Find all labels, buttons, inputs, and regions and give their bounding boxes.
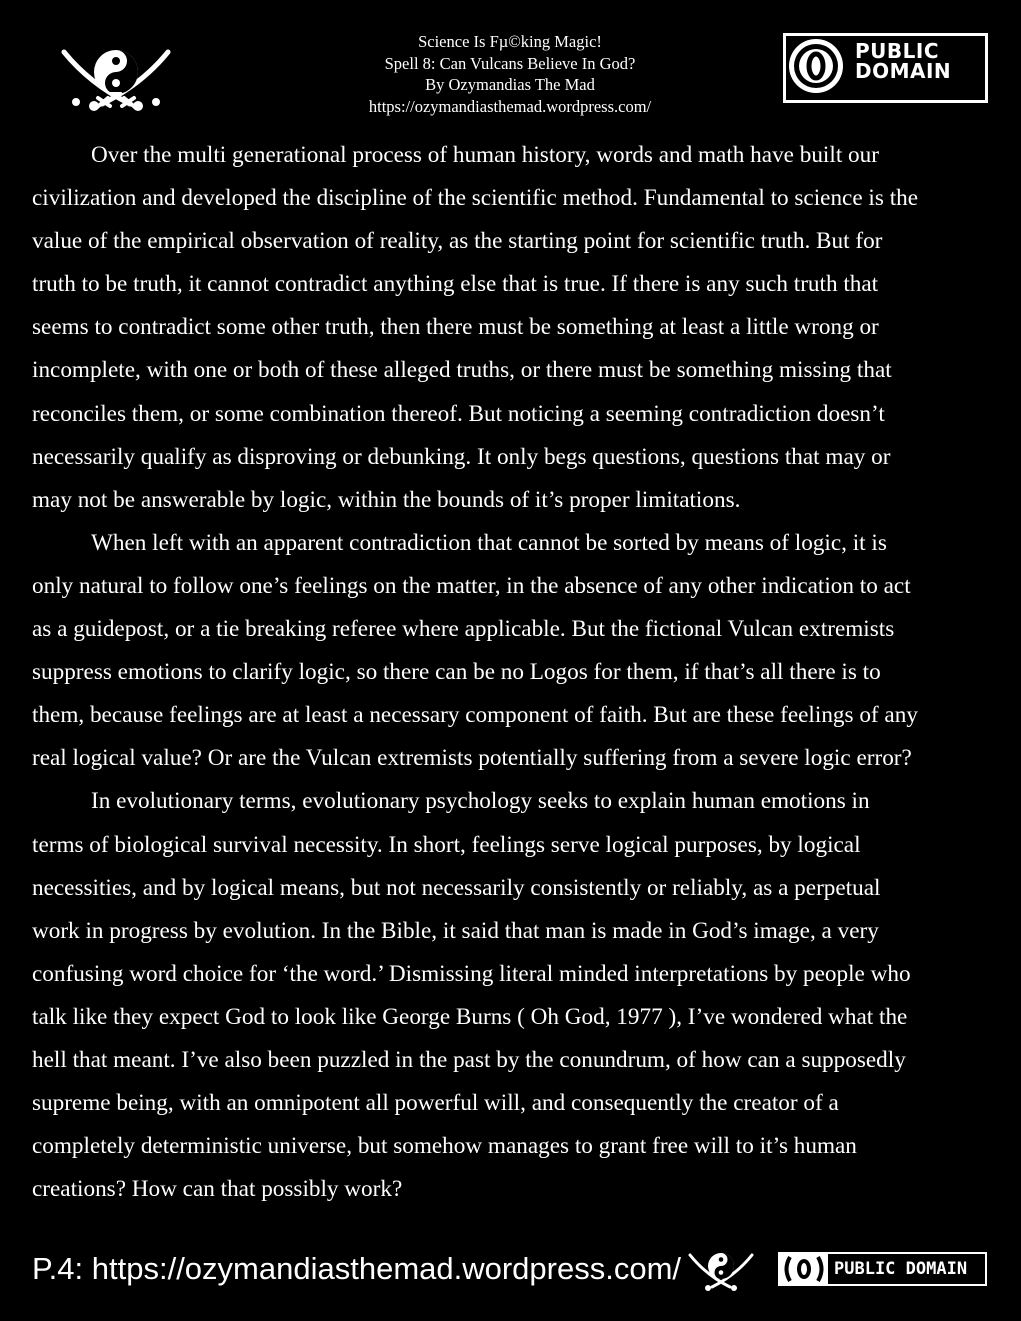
footer-public-domain-icon [780,1254,828,1284]
paragraph-line: confusing word choice for ‘the word.’ Dismissing literal minded interpretations by people who [32,960,911,987]
paragraph-line: terms of biological survival necessity. In short, feelings serve logical purposes, by logical [32,831,861,858]
paragraph-line: truth to be truth, it cannot contradict anything else that is true. If there is any such truth that [32,271,879,298]
paragraph-line: In evolutionary terms, evolutionary psychology seeks to explain human emotions in [91,788,870,815]
public-domain-label: PUBLIC DOMAIN [855,39,952,83]
paragraph-line: work in progress by evolution. In the Bible, it said that man is made in God’s image, a very [32,917,879,944]
paragraph-line: supreme being, with an omnipotent all powerful will, and consequently the creator of a [32,1090,839,1117]
yin-yang-pirate-logo-icon [60,44,172,116]
paragraph-line: When left with an apparent contradiction that cannot be sorted by means of logic, it is [91,529,887,556]
paragraph-line: suppress emotions to clarify logic, so there can be no Logos for them, if that’s all there is to [32,659,881,686]
paragraph-line: them, because feelings are at least a necessary component of faith. But are these feelings of any [32,702,918,729]
paragraph-line: value of the empirical observation of reality, as the starting point for scientific truth. But for [32,228,883,255]
paragraph-line: hell that meant. I’ve also been puzzled in the past by the conundrum, of how can a supposedly [32,1046,906,1073]
paragraph-line: civilization and developed the discipline of the scientific method. Fundamental to science is the [32,185,919,212]
paragraph-line: seems to contradict some other truth, then there must be something at least a little wrong or [32,314,879,341]
paragraph-line: necessarily qualify as disproving or debunking. It only begs questions, questions that may or [32,443,891,470]
paragraph-line: talk like they expect God to look like George Burns ( Oh God, 1977 ), I’ve wondered what the [32,1003,908,1030]
paragraph-line: as a guidepost, or a tie breaking referee where applicable. But the fictional Vulcan extremists [32,616,895,643]
article-body [32,134,990,1211]
paragraph-line: creations? How can that possibly work? [32,1176,403,1203]
header-series-title: Science Is Fµ©king Magic! [418,32,602,51]
paragraph-line: necessities, and by logical means, but not necessarily consistently or reliably, as a perpetual [32,874,881,901]
header-author: By Ozymandias The Mad [425,75,595,94]
document-header [260,31,760,117]
footer-public-domain-badge [778,1252,987,1286]
paragraph-line: completely deterministic universe, but somehow manages to grant free will to it’s human [32,1133,857,1160]
paragraph-line: incomplete, with one or both of these alleged truths, or there must be something missing that [32,357,892,384]
paragraph-line: only natural to follow one’s feelings on the matter, in the absence of any other indication to act [32,572,911,599]
public-domain-icon [789,39,843,93]
footer-public-domain-label: PUBLIC DOMAIN [834,1259,968,1279]
paragraph-line: real logical value? Or are the Vulcan extremists potentially suffering from a severe logic error? [32,745,912,772]
footer-yin-yang-pirate-icon [686,1249,756,1293]
paragraph-line: reconciles them, or some combination thereof. But noticing a seeming contradiction doesn’t [32,400,885,427]
paragraph-line: Over the multi generational process of human history, words and math have built our [91,142,879,168]
header-url[interactable]: https://ozymandiasthemad.wordpress.com/ [368,96,652,116]
public-domain-badge [783,33,988,103]
header-spell-title: Spell 8: Can Vulcans Believe In God? [384,53,636,73]
footer-page-url[interactable]: P.4: https://ozymandiasthemad.wordpress.com/ [32,1251,682,1286]
paragraph-line: may not be answerable by logic, within the bounds of it’s proper limitations. [32,486,741,513]
